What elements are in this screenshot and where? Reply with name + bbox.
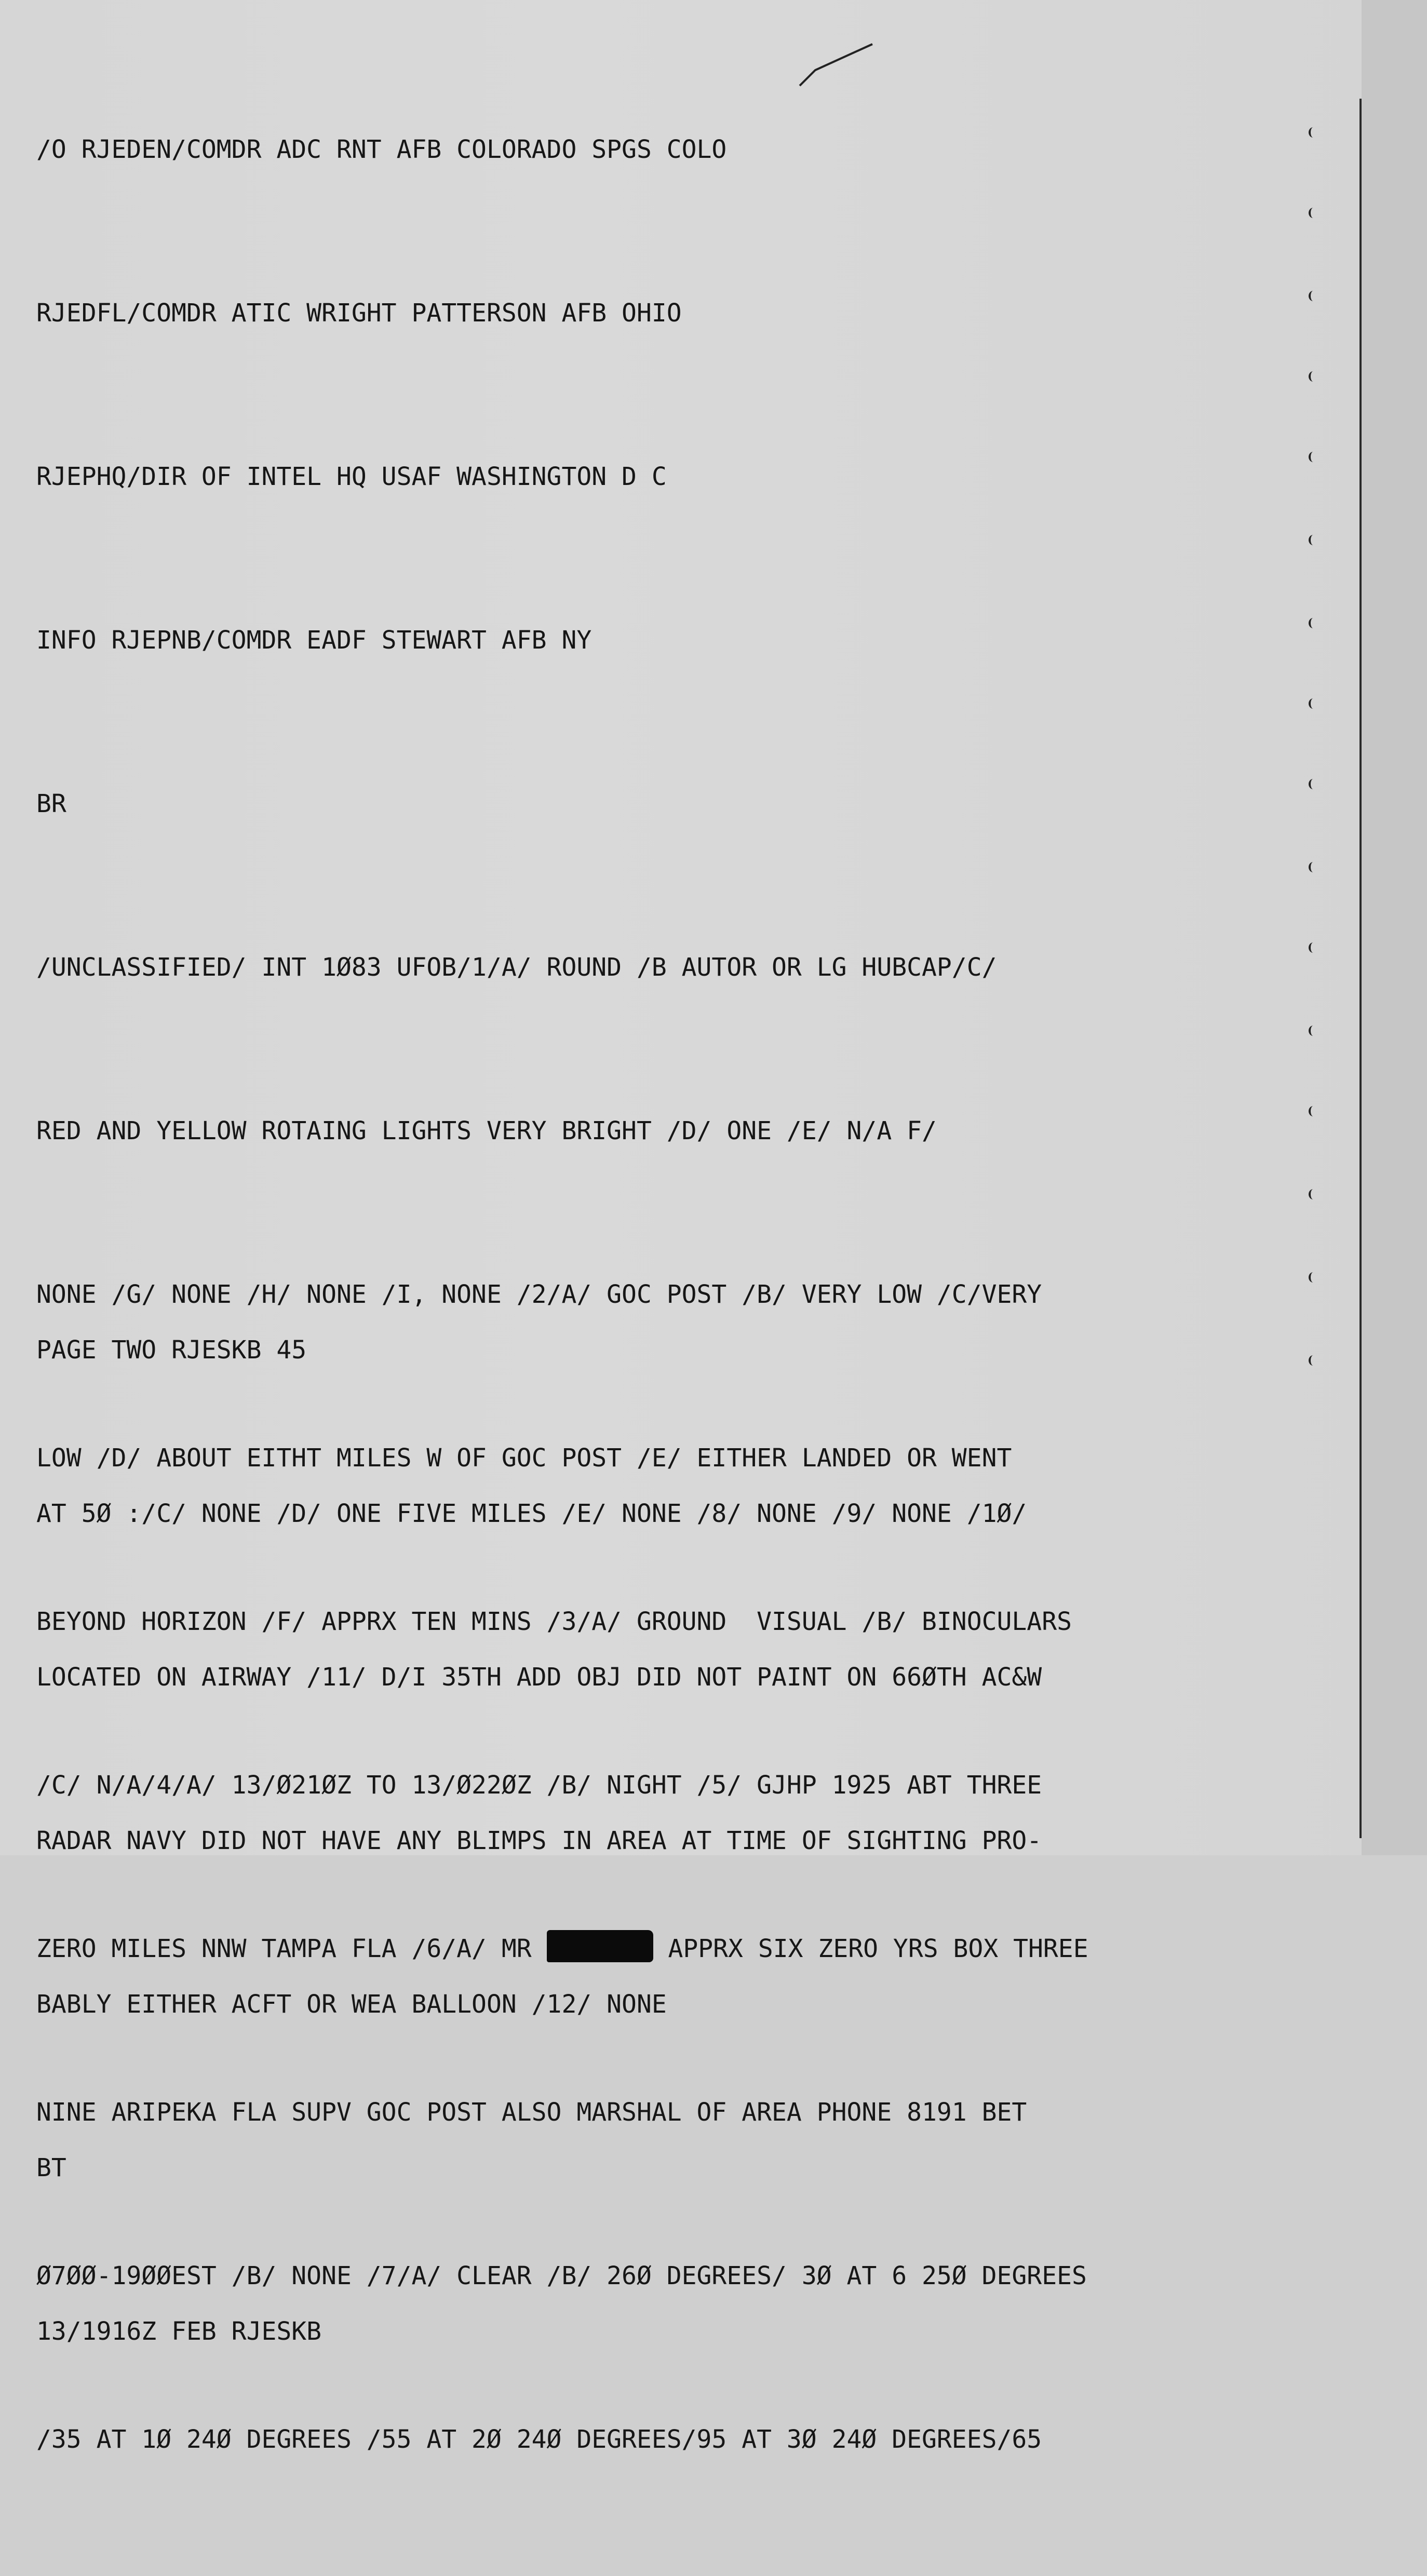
sprocket-hole-icon [1309,1355,1318,1366]
br-line: BR [36,789,66,818]
sprocket-hole-icon [1309,942,1318,953]
right-margin-strip [1362,0,1427,1855]
body-line-8: NINE ARIPEKA FLA SUPV GOC POST ALSO MARSHAL OF AREA PHONE 8191 BET [36,2098,1027,2127]
sprocket-hole-icon [1309,1026,1318,1036]
sprocket-hole-icon [1309,535,1318,545]
page-two-line-1: AT 5Ø :/C/ NONE /D/ ONE FIVE MILES /E/ NONE /8/ NONE /9/ NONE /1Ø/ [36,1499,1027,1528]
body-line-3: NONE /G/ NONE /H/ NONE /I, NONE /2/A/ GOC POST /B/ VERY LOW /C/VERY [36,1280,1042,1309]
date-time-group: 13/1916Z FEB RJESKB [36,2317,322,2346]
body-line-1: /UNCLASSIFIED/ INT 1Ø83 UFOB/1/A/ ROUND /B AUTOR OR LG HUBCAP/C/ [36,953,997,982]
sprocket-hole-icon [1309,618,1318,628]
info-line: INFO RJEPNB/COMDR EADF STEWART AFB NY [36,626,592,655]
paper-edge-line [1359,99,1362,1838]
body-line-6: /C/ N/A/4/A/ 13/Ø21ØZ TO 13/Ø22ØZ /B/ NIGHT /5/ GJHP 1925 ABT THREE [36,1771,1042,1800]
page-two-heading: PAGE TWO RJESKB 45 [36,1336,307,1365]
page-two-section [36,1214,1042,2468]
sprocket-hole-icon [1309,452,1318,462]
sprocket-hole-icon [1309,291,1318,301]
bt-line: BT [36,2153,66,2182]
body-line-2: RED AND YELLOW ROTAING LIGHTS VERY BRIGHT /D/ ONE /E/ N/A F/ [36,1116,937,1145]
addressee-atic: RJEDFL/COMDR ATIC WRIGHT PATTERSON AFB OHIO [36,299,682,328]
sprocket-hole-icon [1309,1106,1318,1116]
sprocket-hole-icon [1309,208,1318,218]
page-two-line-4: BABLY EITHER ACFT OR WEA BALLOON /12/ NONE [36,1990,667,2019]
sprocket-hole-icon [1309,779,1318,789]
body-line-5: BEYOND HORIZON /F/ APPRX TEN MINS /3/A/ GROUND VISUAL /B/ BINOCULARS [36,1607,1072,1636]
body-line-4: LOW /D/ ABOUT EITHT MILES W OF GOC POST /E/ EITHER LANDED OR WENT [36,1444,1012,1473]
body-line-7-end: APPRX SIX ZERO YRS BOX THREE [653,1934,1088,1963]
page-two-line-3: RADAR NAVY DID NOT HAVE ANY BLIMPS IN AREA AT TIME OF SIGHTING PRO- [36,1826,1042,1855]
body-line-7-start: ZERO MILES NNW TAMPA FLA /6/A/ MR [36,1934,547,1963]
body-line-10: /35 AT 1Ø 24Ø DEGREES /55 AT 2Ø 24Ø DEGREES/95 AT 3Ø 24Ø DEGREES/65 [36,2425,1042,2454]
body-line-9: Ø7ØØ-19ØØEST /B/ NONE /7/A/ CLEAR /B/ 26Ø DEGREES/ 3Ø AT 6 25Ø DEGREES [36,2261,1087,2290]
sprocket-hole-icon [1309,127,1318,138]
sprocket-hole-icon [1309,371,1318,382]
sprocket-hole-icon [1309,1272,1318,1283]
page-two-line-2: LOCATED ON AIRWAY /11/ D/I 35TH ADD OBJ DID NOT PAINT ON 66ØTH AC&W [36,1663,1042,1692]
sprocket-hole-icon [1309,698,1318,709]
sprocket-hole-icon [1309,862,1318,872]
to-line: /O RJEDEN/COMDR ADC RNT AFB COLORADO SPGS COLO [36,135,727,164]
addressee-intel: RJEPHQ/DIR OF INTEL HQ USAF WASHINGTON D C [36,462,667,491]
sprocket-hole-icon [1309,1189,1318,1199]
